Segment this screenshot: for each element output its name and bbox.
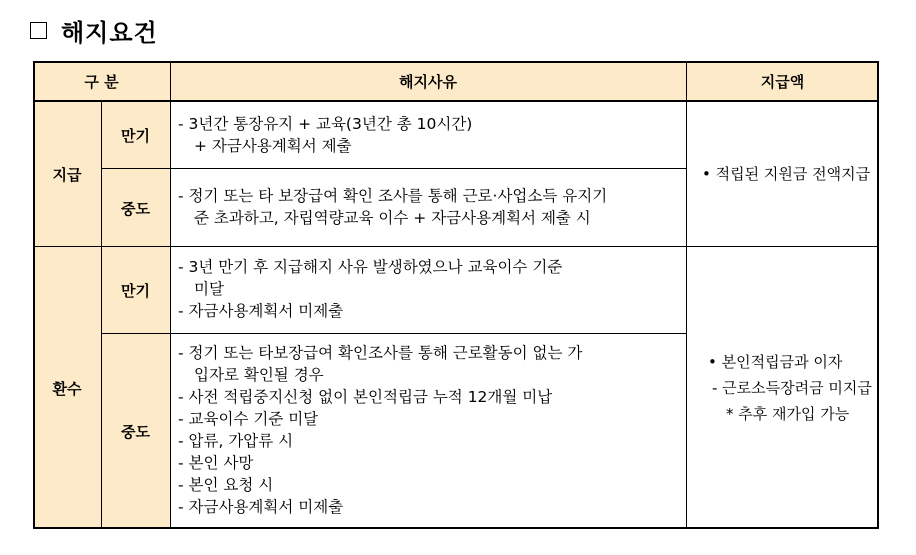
reason-line: - 3년간 통장유지 + 교육(3년간 총 10시간) xyxy=(178,115,473,133)
reason-line: - 자금사용계획서 미제출 xyxy=(178,302,344,320)
termination-table xyxy=(33,61,879,529)
col-divider xyxy=(101,101,102,529)
border-bottom xyxy=(33,527,879,529)
reason-line: - 교육이수 기준 미달 xyxy=(178,410,319,428)
section-title-text: 해지요건 xyxy=(61,18,158,47)
amount-line: • 적립된 지원금 전액지급 xyxy=(702,165,871,183)
border-right xyxy=(877,61,879,529)
subcategory-midterm: 중도 xyxy=(101,334,170,529)
subcategory-maturity: 만기 xyxy=(101,101,170,169)
reason-line: - 압류, 가압류 시 xyxy=(178,432,294,450)
amount-line: * 추후 재가입 가능 xyxy=(726,405,850,423)
amount-recovery xyxy=(686,247,879,529)
header-divider xyxy=(33,100,879,102)
header-reason: 해지사유 xyxy=(170,61,686,101)
reason-line: 입자로 확인될 경우 xyxy=(194,366,324,384)
reason-payment-maturity xyxy=(170,113,686,157)
col-divider xyxy=(686,61,687,529)
reason-line: - 사전 적립중지신청 없이 본인적립금 누적 12개월 미납 xyxy=(178,388,553,406)
reason-line: 준 초과하고, 자립역량교육 이수 + 자금사용계획서 제출 시 xyxy=(194,209,591,227)
header-amount: 지급액 xyxy=(686,61,879,101)
section-title xyxy=(30,14,158,46)
reason-line: - 정기 또는 타보장급여 확인조사를 통해 근로활동이 없는 가 xyxy=(178,344,583,362)
border-left xyxy=(33,61,35,529)
row-divider xyxy=(101,333,686,334)
header-category: 구 분 xyxy=(33,61,170,101)
amount-payment xyxy=(686,101,879,247)
reason-line: - 본인 요청 시 xyxy=(178,476,274,494)
col-divider xyxy=(170,61,171,529)
reason-line: - 본인 사망 xyxy=(178,454,254,472)
border-top xyxy=(33,61,879,63)
reason-payment-midterm xyxy=(170,185,686,229)
reason-recovery-midterm xyxy=(170,342,686,518)
row-divider xyxy=(101,168,686,169)
amount-line: • 본인적립금과 이자 xyxy=(708,353,843,371)
group-divider xyxy=(33,246,879,247)
reason-recovery-maturity xyxy=(170,256,686,322)
reason-line: - 자금사용계획서 미제출 xyxy=(178,498,344,516)
reason-line: + 자금사용계획서 제출 xyxy=(194,137,352,155)
category-payment: 지급 xyxy=(33,101,101,247)
reason-line: - 정기 또는 타 보장급여 확인 조사를 통해 근로·사업소득 유지기 xyxy=(178,187,608,205)
subcategory-midterm: 중도 xyxy=(101,169,170,247)
checkbox-square-icon xyxy=(30,22,47,39)
category-recovery: 환수 xyxy=(33,247,101,529)
amount-line: - 근로소득장려금 미지급 xyxy=(712,379,872,397)
subcategory-maturity: 만기 xyxy=(101,247,170,334)
reason-line: 미달 xyxy=(194,280,224,298)
reason-line: - 3년 만기 후 지급해지 사유 발생하였으나 교육이수 기준 xyxy=(178,258,563,276)
